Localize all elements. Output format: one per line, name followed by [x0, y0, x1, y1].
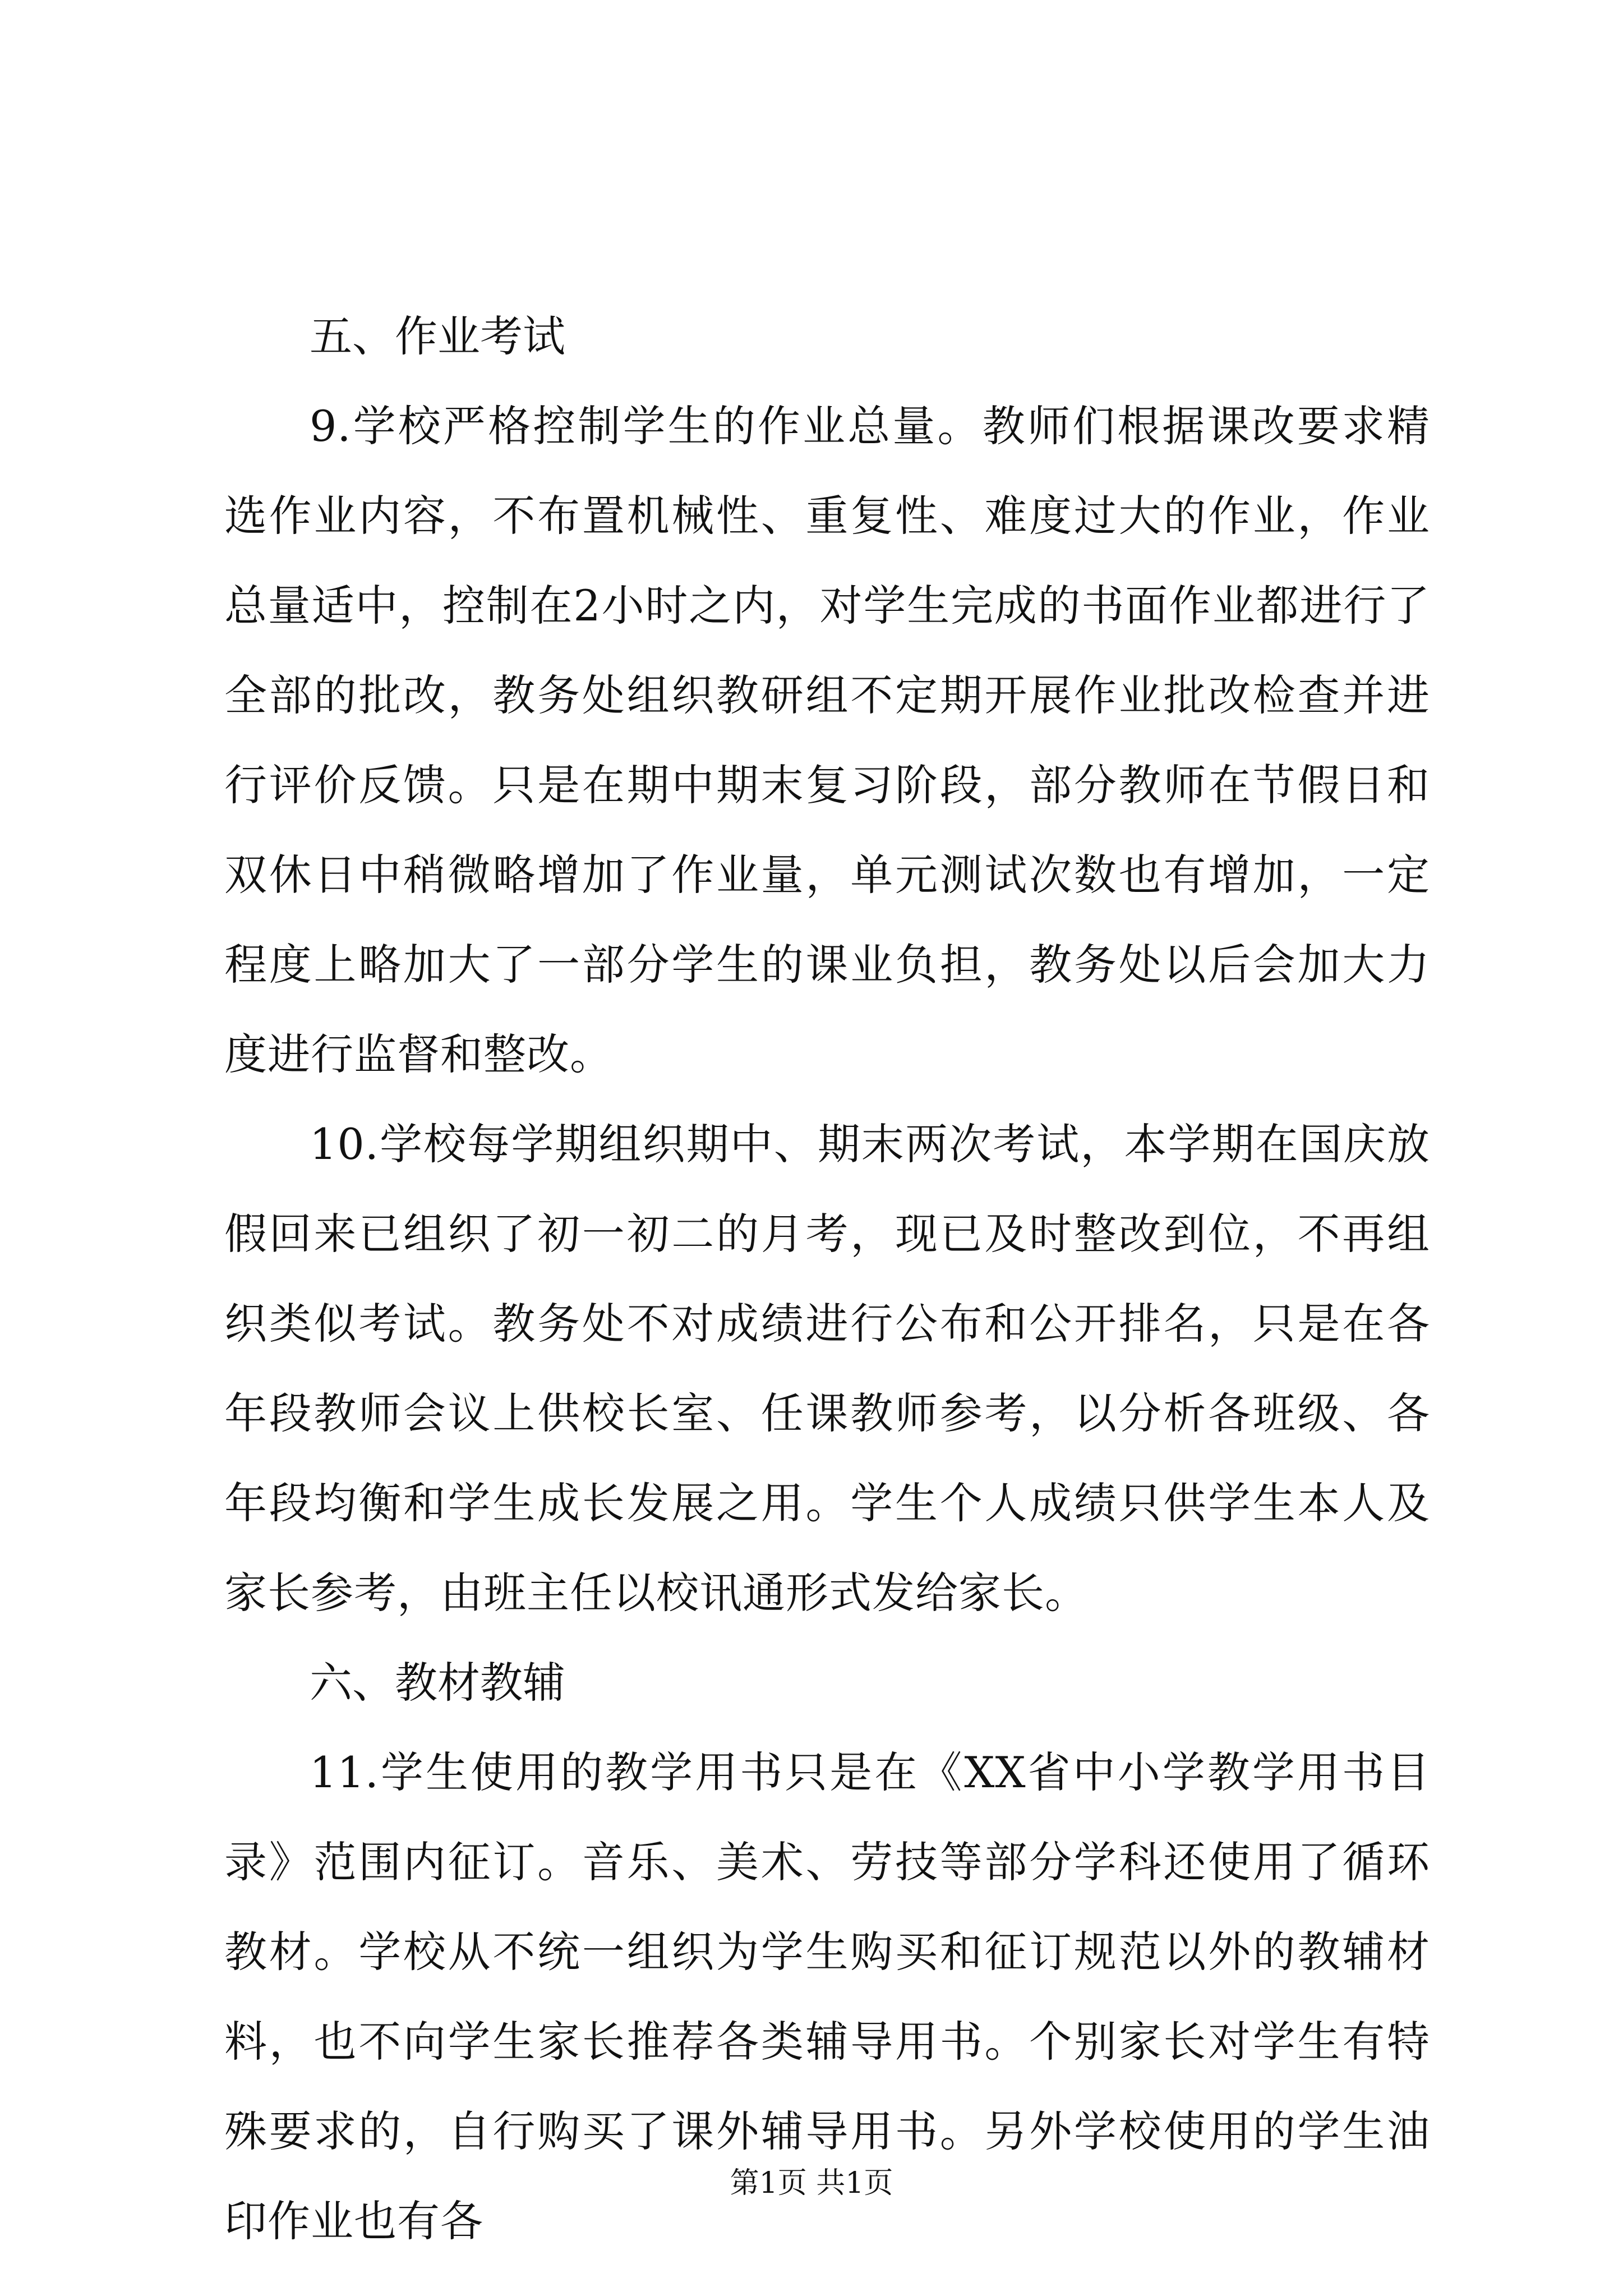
page-footer: 第1页 共1页: [730, 2166, 893, 2200]
section-heading-homework-exams: 五、作业考试: [310, 311, 565, 361]
paragraph-9: 9.学校严格控制学生的作业总量。教师们根据课改要求精选作业内容，不布置机械性、重复性、难度过大的作业，作业总量适中，控制在2小时之内，对学生完成的书面作业都进行了全部的批改，教务处组织教研组不定期开展作业批改检查并进行评价反馈。只是在期中期末复习阶段，部分教师在节假日和双休日中稍微略增加了作业量，单元测试次数也有增加，一定程度上略加大了一部分学生的课业负担，教务处以后会加大力度进行监督和整改。: [224, 401, 1430, 1079]
paragraph-10: 10.学校每学期组织期中、期末两次考试，本学期在国庆放假回来已组织了初一初二的月考，现已及时整改到位，不再组织类似考试。教务处不对成绩进行公布和公开排名，只是在各年段教师会议上供校长室、任课教师参考，以分析各班级、各年段均衡和学生成长发展之用。学生个人成绩只供学生本人及家长参考，由班主任以校讯通形式发给家长。: [224, 1119, 1430, 1618]
paragraph-11: 11.学生使用的教学用书只是在《XX省中小学教学用书目录》范围内征订。音乐、美术、劳技等部分学科还使用了循环教材。学校从不统一组织为学生购买和征订规范以外的教辅材料，也不向学生家长推荐各类辅导用书。个别家长对学生有特殊要求的，自行购买了课外辅导用书。另外学校使用的学生油印作业也有各: [224, 1747, 1430, 2246]
section-heading-textbooks: 六、教材教辅: [310, 1658, 565, 1708]
document-body: [224, 292, 1430, 2266]
